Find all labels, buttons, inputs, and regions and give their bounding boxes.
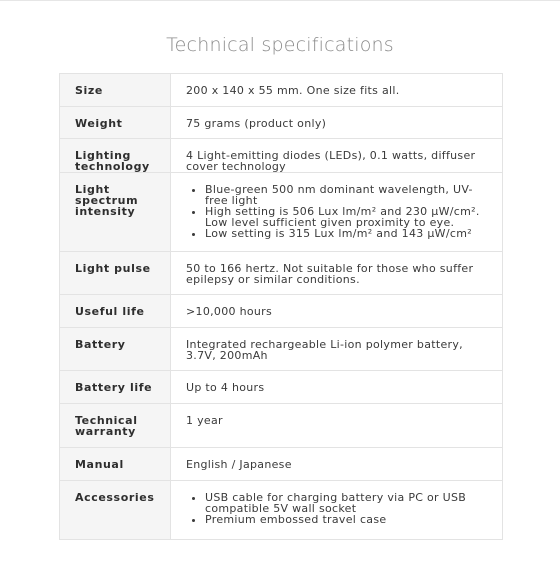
list-item: • High setting is 506 Lux lm/m² and 230 µW/cm². Low level sufficient given proximity to eye. bbox=[205, 206, 492, 228]
spec-label-useful-life: Useful life bbox=[60, 295, 171, 328]
spec-value-useful-life: >10,000 hours bbox=[171, 295, 503, 328]
spec-label-weight: Weight bbox=[60, 107, 171, 139]
spec-label-battery-life: Battery life bbox=[60, 371, 171, 404]
table-row bbox=[60, 448, 503, 481]
list-item: • Premium embossed travel case bbox=[205, 514, 492, 525]
spec-label-lighting-technology: Lighting technology bbox=[60, 139, 171, 173]
table-row bbox=[60, 74, 503, 107]
table-row bbox=[60, 481, 503, 540]
spec-label-light-pulse: Light pulse bbox=[60, 252, 171, 295]
spec-value-battery: Integrated rechargeable Li-ion polymer battery, 3.7V, 200mAh bbox=[171, 328, 503, 371]
table-row bbox=[60, 107, 503, 139]
table-row bbox=[60, 173, 503, 252]
top-divider bbox=[0, 0, 560, 1]
table-row bbox=[60, 371, 503, 404]
page-title: Technical specifications bbox=[166, 34, 394, 56]
spec-label-light-spectrum-intensity: Light spectrum intensity bbox=[60, 173, 171, 252]
list-item: • Blue-green 500 nm dominant wavelength, UV-free light bbox=[205, 184, 492, 206]
spec-value-light-pulse: 50 to 166 hertz. Not suitable for those who suffer epilepsy or similar conditions. bbox=[171, 252, 503, 295]
spec-value-manual: English / Japanese bbox=[171, 448, 503, 481]
spec-label-technical-warranty: Technical warranty bbox=[60, 404, 171, 448]
spec-label-accessories: Accessories bbox=[60, 481, 171, 540]
spec-value-size: 200 x 140 x 55 mm. One size fits all. bbox=[171, 74, 503, 107]
table-row bbox=[60, 328, 503, 371]
table-row bbox=[60, 252, 503, 295]
spec-value-lighting-technology: 4 Light-emitting diodes (LEDs), 0.1 watts, diffuser cover technology bbox=[171, 139, 503, 173]
spec-label-manual: Manual bbox=[60, 448, 171, 481]
spec-value-accessories bbox=[171, 481, 503, 540]
specifications-table bbox=[59, 73, 503, 540]
spec-value-weight: 75 grams (product only) bbox=[171, 107, 503, 139]
table-row bbox=[60, 295, 503, 328]
accessories-bullet-list bbox=[186, 492, 492, 525]
table-row bbox=[60, 139, 503, 173]
spec-value-technical-warranty: 1 year bbox=[171, 404, 503, 448]
list-item: • USB cable for charging battery via PC or USB compatible 5V wall socket bbox=[205, 492, 492, 514]
spectrum-bullet-list bbox=[186, 184, 492, 239]
spec-label-size: Size bbox=[60, 74, 171, 107]
spec-label-battery: Battery bbox=[60, 328, 171, 371]
list-item: • Low setting is 315 Lux lm/m² and 143 µW/cm² bbox=[205, 228, 492, 239]
spec-value-battery-life: Up to 4 hours bbox=[171, 371, 503, 404]
spec-value-light-spectrum-intensity bbox=[171, 173, 503, 252]
table-row bbox=[60, 404, 503, 448]
